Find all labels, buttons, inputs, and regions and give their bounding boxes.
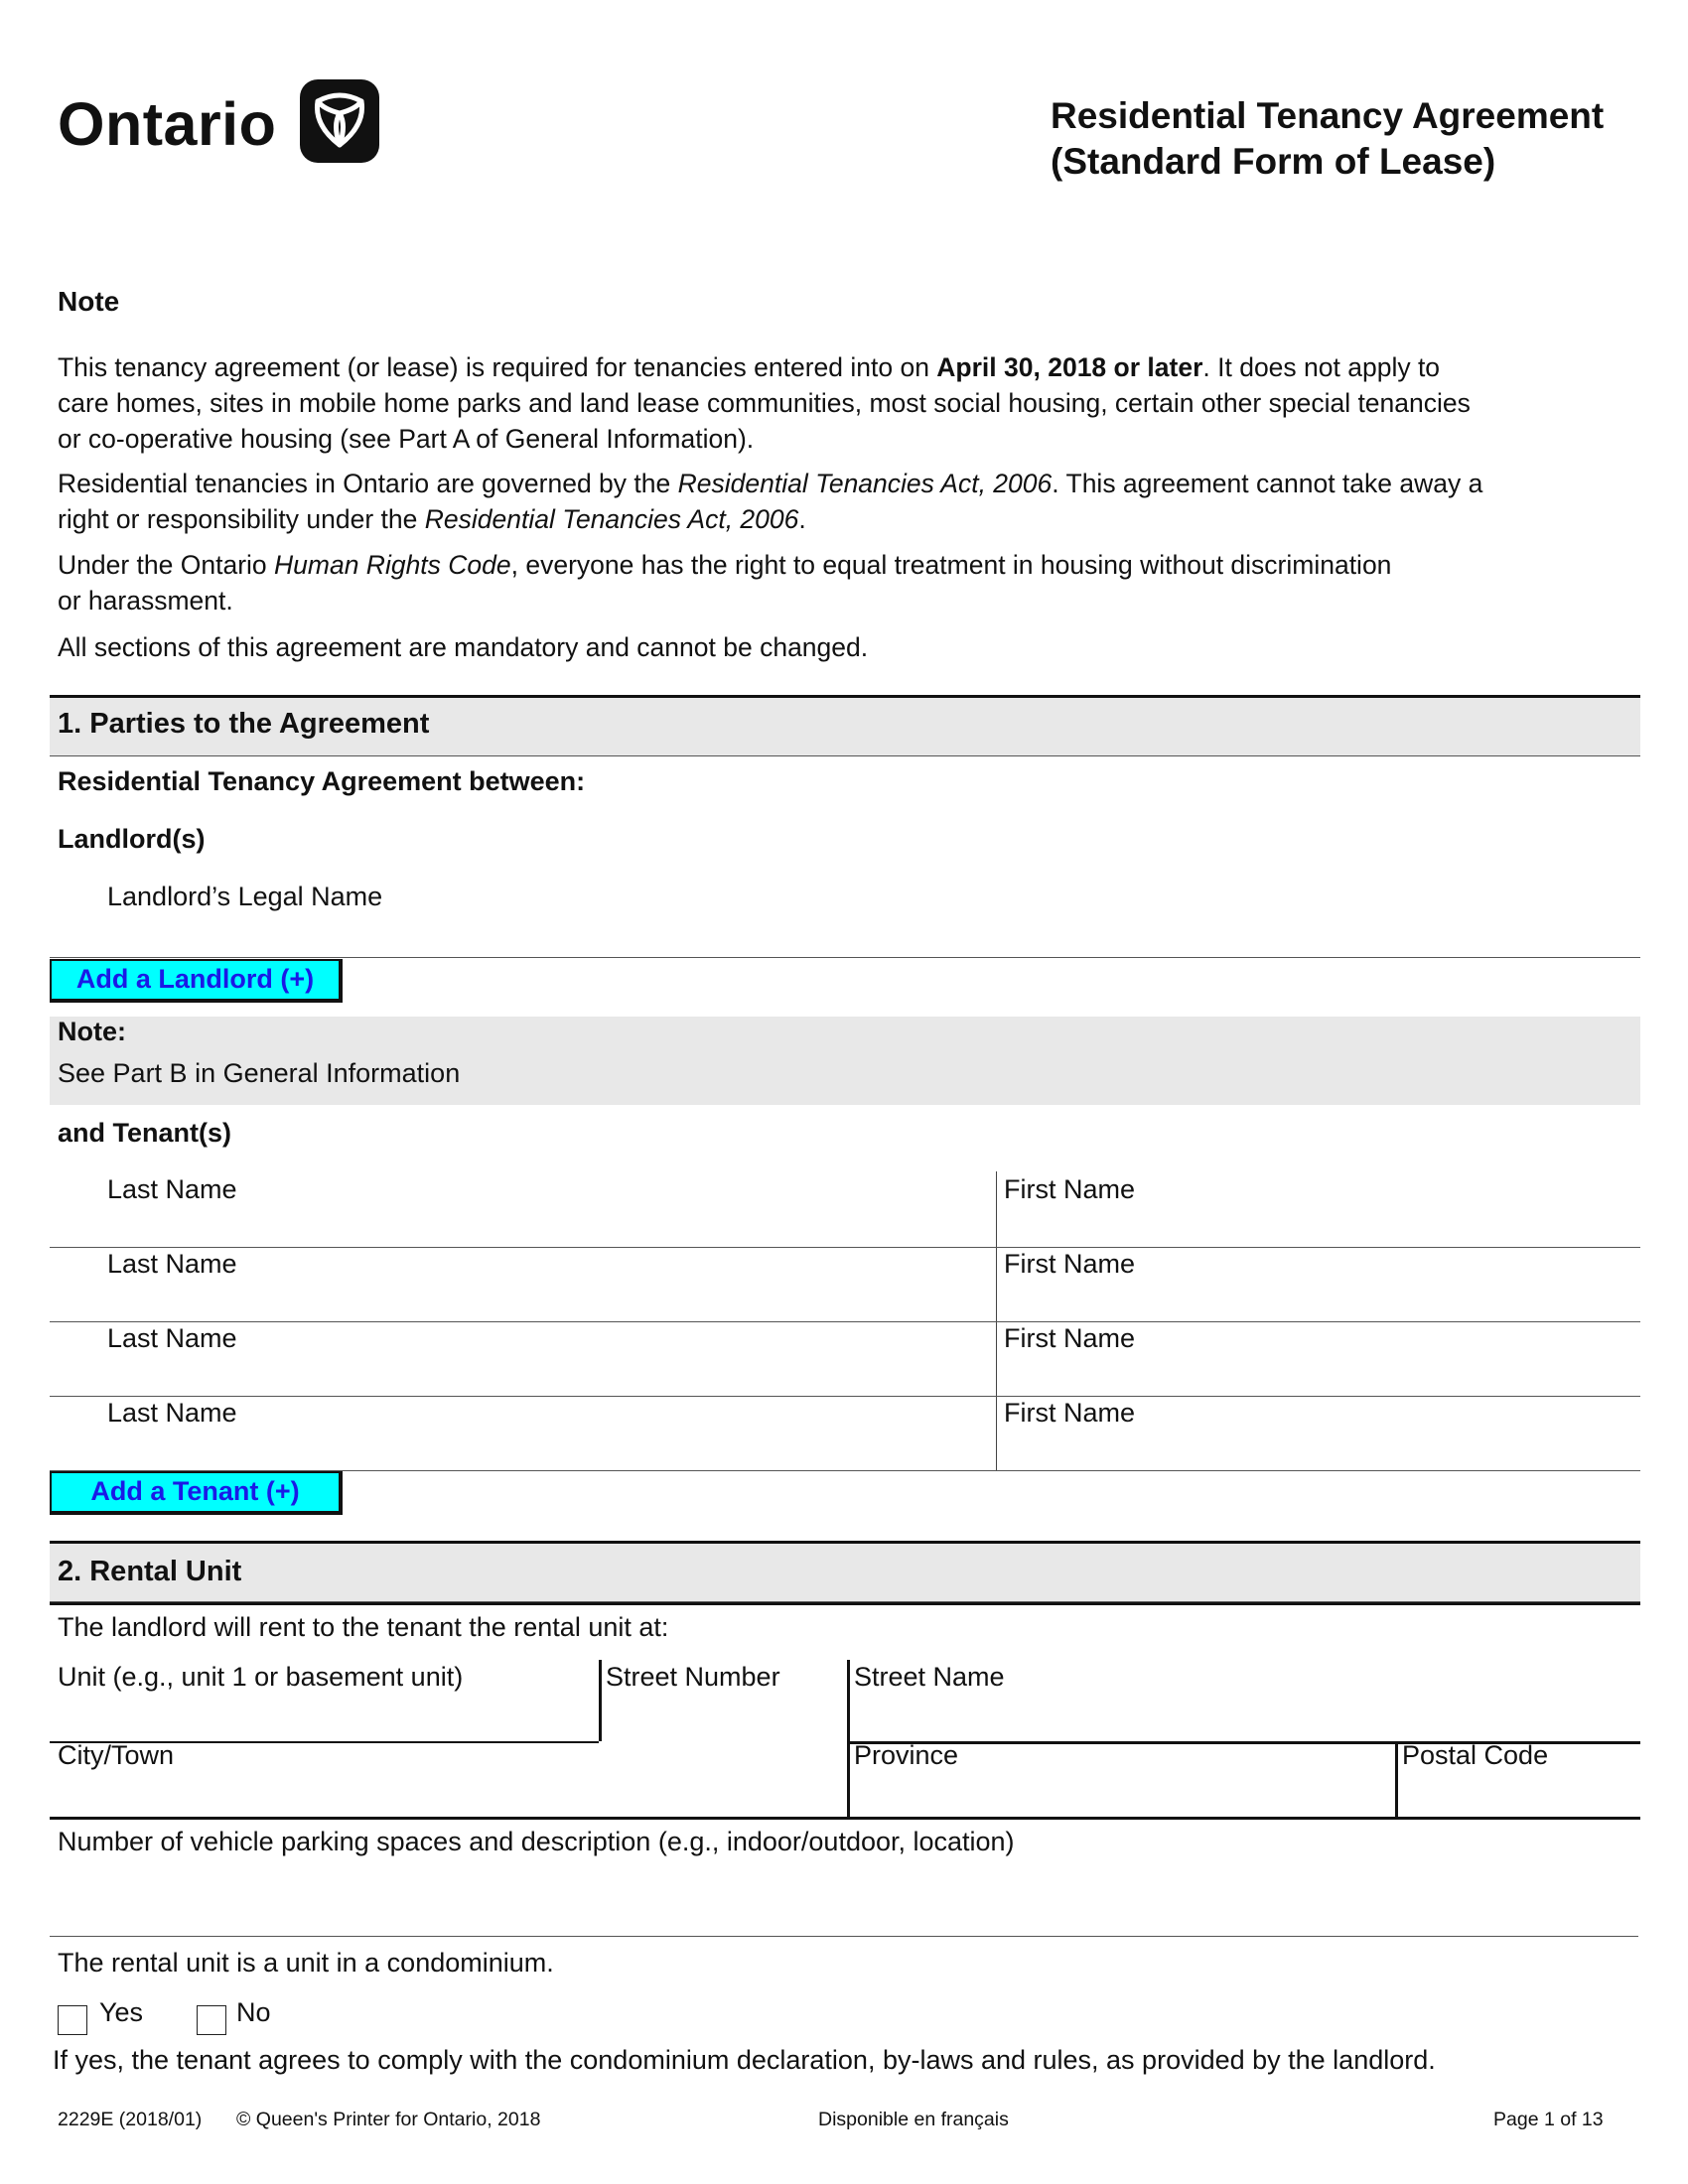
yes-label: Yes	[99, 1997, 144, 2027]
ontario-logo-text: Ontario	[58, 90, 277, 158]
tenant-3-last-name-label: Last Name	[107, 1323, 237, 1353]
tenants-label: and Tenant(s)	[58, 1118, 231, 1148]
tenant-4-last-name-input[interactable]	[103, 1434, 991, 1468]
landlord-note-box	[50, 1017, 1640, 1105]
condo-no-checkbox[interactable]	[197, 2005, 226, 2035]
title-line-1: Residential Tenancy Agreement	[1051, 95, 1605, 136]
text: Residential tenancies in Ontario are governed by the	[58, 469, 678, 498]
form-number: 2229E (2018/01)	[58, 2109, 203, 2130]
rental-unit-intro: The landlord will rent to the tenant the rental unit at:	[58, 1612, 669, 1642]
text: Under the Ontario	[58, 550, 275, 580]
text: .	[798, 504, 806, 534]
act-name: Residential Tenancies Act, 2006	[677, 469, 1053, 498]
no-label: No	[236, 1997, 271, 2027]
street-number-label: Street Number	[606, 1662, 780, 1692]
landlords-label: Landlord(s)	[58, 824, 206, 854]
province-input[interactable]	[854, 1777, 1392, 1813]
french-availability: Disponible en français	[818, 2109, 1009, 2130]
street-number-input[interactable]	[606, 1700, 844, 1735]
text: or harassment.	[58, 586, 233, 615]
section-1-title: 1. Parties to the Agreement	[58, 708, 430, 740]
tenant-3-first-name-input[interactable]	[1004, 1360, 1633, 1394]
postal-code-input[interactable]	[1402, 1777, 1636, 1813]
street-name-input[interactable]	[854, 1700, 1632, 1735]
text: . It does not apply to	[1202, 352, 1441, 382]
note-heading: Note	[58, 286, 120, 317]
add-landlord-button[interactable]: Add a Landlord (+)	[50, 959, 343, 1003]
title-line-2: (Standard Form of Lease)	[1051, 141, 1496, 182]
divider	[50, 957, 1640, 958]
tenant-3-last-name-input[interactable]	[103, 1360, 991, 1394]
condo-yes-checkbox[interactable]	[58, 2005, 87, 2035]
divider	[50, 1396, 1640, 1397]
grid-divider	[599, 1660, 602, 1741]
landlord-name-label: Landlord’s Legal Name	[107, 882, 383, 911]
tenant-2-last-name-input[interactable]	[103, 1286, 991, 1319]
tenant-1-last-name-label: Last Name	[107, 1174, 237, 1204]
condo-label: The rental unit is a unit in a condominium.	[58, 1948, 554, 1978]
landlord-name-input[interactable]	[103, 917, 1636, 955]
city-input[interactable]	[58, 1777, 842, 1813]
effective-date: April 30, 2018 or later	[936, 352, 1203, 382]
text: . This agreement cannot take away a	[1052, 469, 1483, 498]
divider	[50, 1247, 1640, 1248]
note-paragraph-1	[58, 349, 1607, 457]
text: or co-operative housing (see Part A of General Information).	[58, 424, 755, 454]
note-paragraph-3	[58, 547, 1607, 618]
tenant-4-last-name-label: Last Name	[107, 1398, 237, 1428]
page-number: Page 1 of 13	[1493, 2109, 1604, 2130]
text: care homes, sites in mobile home parks and land lease communities, most social housing, certain other special tenancies	[58, 388, 1471, 418]
tenant-2-first-name-input[interactable]	[1004, 1286, 1633, 1319]
tenant-1-first-name-label: First Name	[1004, 1174, 1136, 1204]
city-label: City/Town	[58, 1740, 175, 1770]
tenant-1-last-name-input[interactable]	[103, 1211, 991, 1245]
act-name: Residential Tenancies Act, 2006	[424, 504, 799, 534]
tenant-4-first-name-input[interactable]	[1004, 1434, 1633, 1468]
grid-divider	[1395, 1741, 1398, 1819]
section-2-title: 2. Rental Unit	[58, 1556, 242, 1587]
note-paragraph-4: All sections of this agreement are mandatory and cannot be changed.	[58, 632, 869, 662]
postal-code-label: Postal Code	[1402, 1740, 1549, 1770]
unit-input[interactable]	[58, 1700, 594, 1735]
tenant-2-first-name-label: First Name	[1004, 1249, 1136, 1279]
divider	[50, 1321, 1640, 1322]
text: This tenancy agreement (or lease) is required for tenancies entered into on	[58, 352, 937, 382]
add-tenant-button[interactable]: Add a Tenant (+)	[50, 1471, 343, 1515]
code-name: Human Rights Code	[274, 550, 511, 580]
condo-note: If yes, the tenant agrees to comply with the condominium declaration, by-laws and rules, as provided by the landlord.	[53, 2045, 1436, 2075]
trillium-icon	[300, 79, 379, 163]
agreement-between-label: Residential Tenancy Agreement between:	[58, 766, 586, 796]
parking-label: Number of vehicle parking spaces and description (e.g., indoor/outdoor, location)	[58, 1827, 1015, 1856]
province-label: Province	[854, 1740, 959, 1770]
street-name-label: Street Name	[854, 1662, 1005, 1692]
section-1-header	[50, 695, 1640, 756]
unit-label: Unit (e.g., unit 1 or basement unit)	[58, 1662, 464, 1692]
note-paragraph-2	[58, 466, 1607, 537]
text: , everyone has the right to equal treatment in housing without discrimination	[510, 550, 1392, 580]
document-title	[1051, 93, 1646, 185]
parking-input[interactable]	[58, 1866, 1630, 1932]
grid-divider	[847, 1660, 850, 1819]
note-title: Note:	[58, 1017, 126, 1046]
tenant-4-first-name-label: First Name	[1004, 1398, 1136, 1428]
text: right or responsibility under the	[58, 504, 425, 534]
copyright: © Queen's Printer for Ontario, 2018	[236, 2109, 541, 2130]
section-2-header	[50, 1541, 1640, 1602]
note-text: See Part B in General Information	[58, 1058, 461, 1088]
tenant-3-first-name-label: First Name	[1004, 1323, 1136, 1353]
tenant-2-last-name-label: Last Name	[107, 1249, 237, 1279]
divider	[50, 1817, 1640, 1820]
divider	[50, 1602, 1640, 1605]
divider	[50, 1936, 1638, 1937]
tenant-1-first-name-input[interactable]	[1004, 1211, 1633, 1245]
